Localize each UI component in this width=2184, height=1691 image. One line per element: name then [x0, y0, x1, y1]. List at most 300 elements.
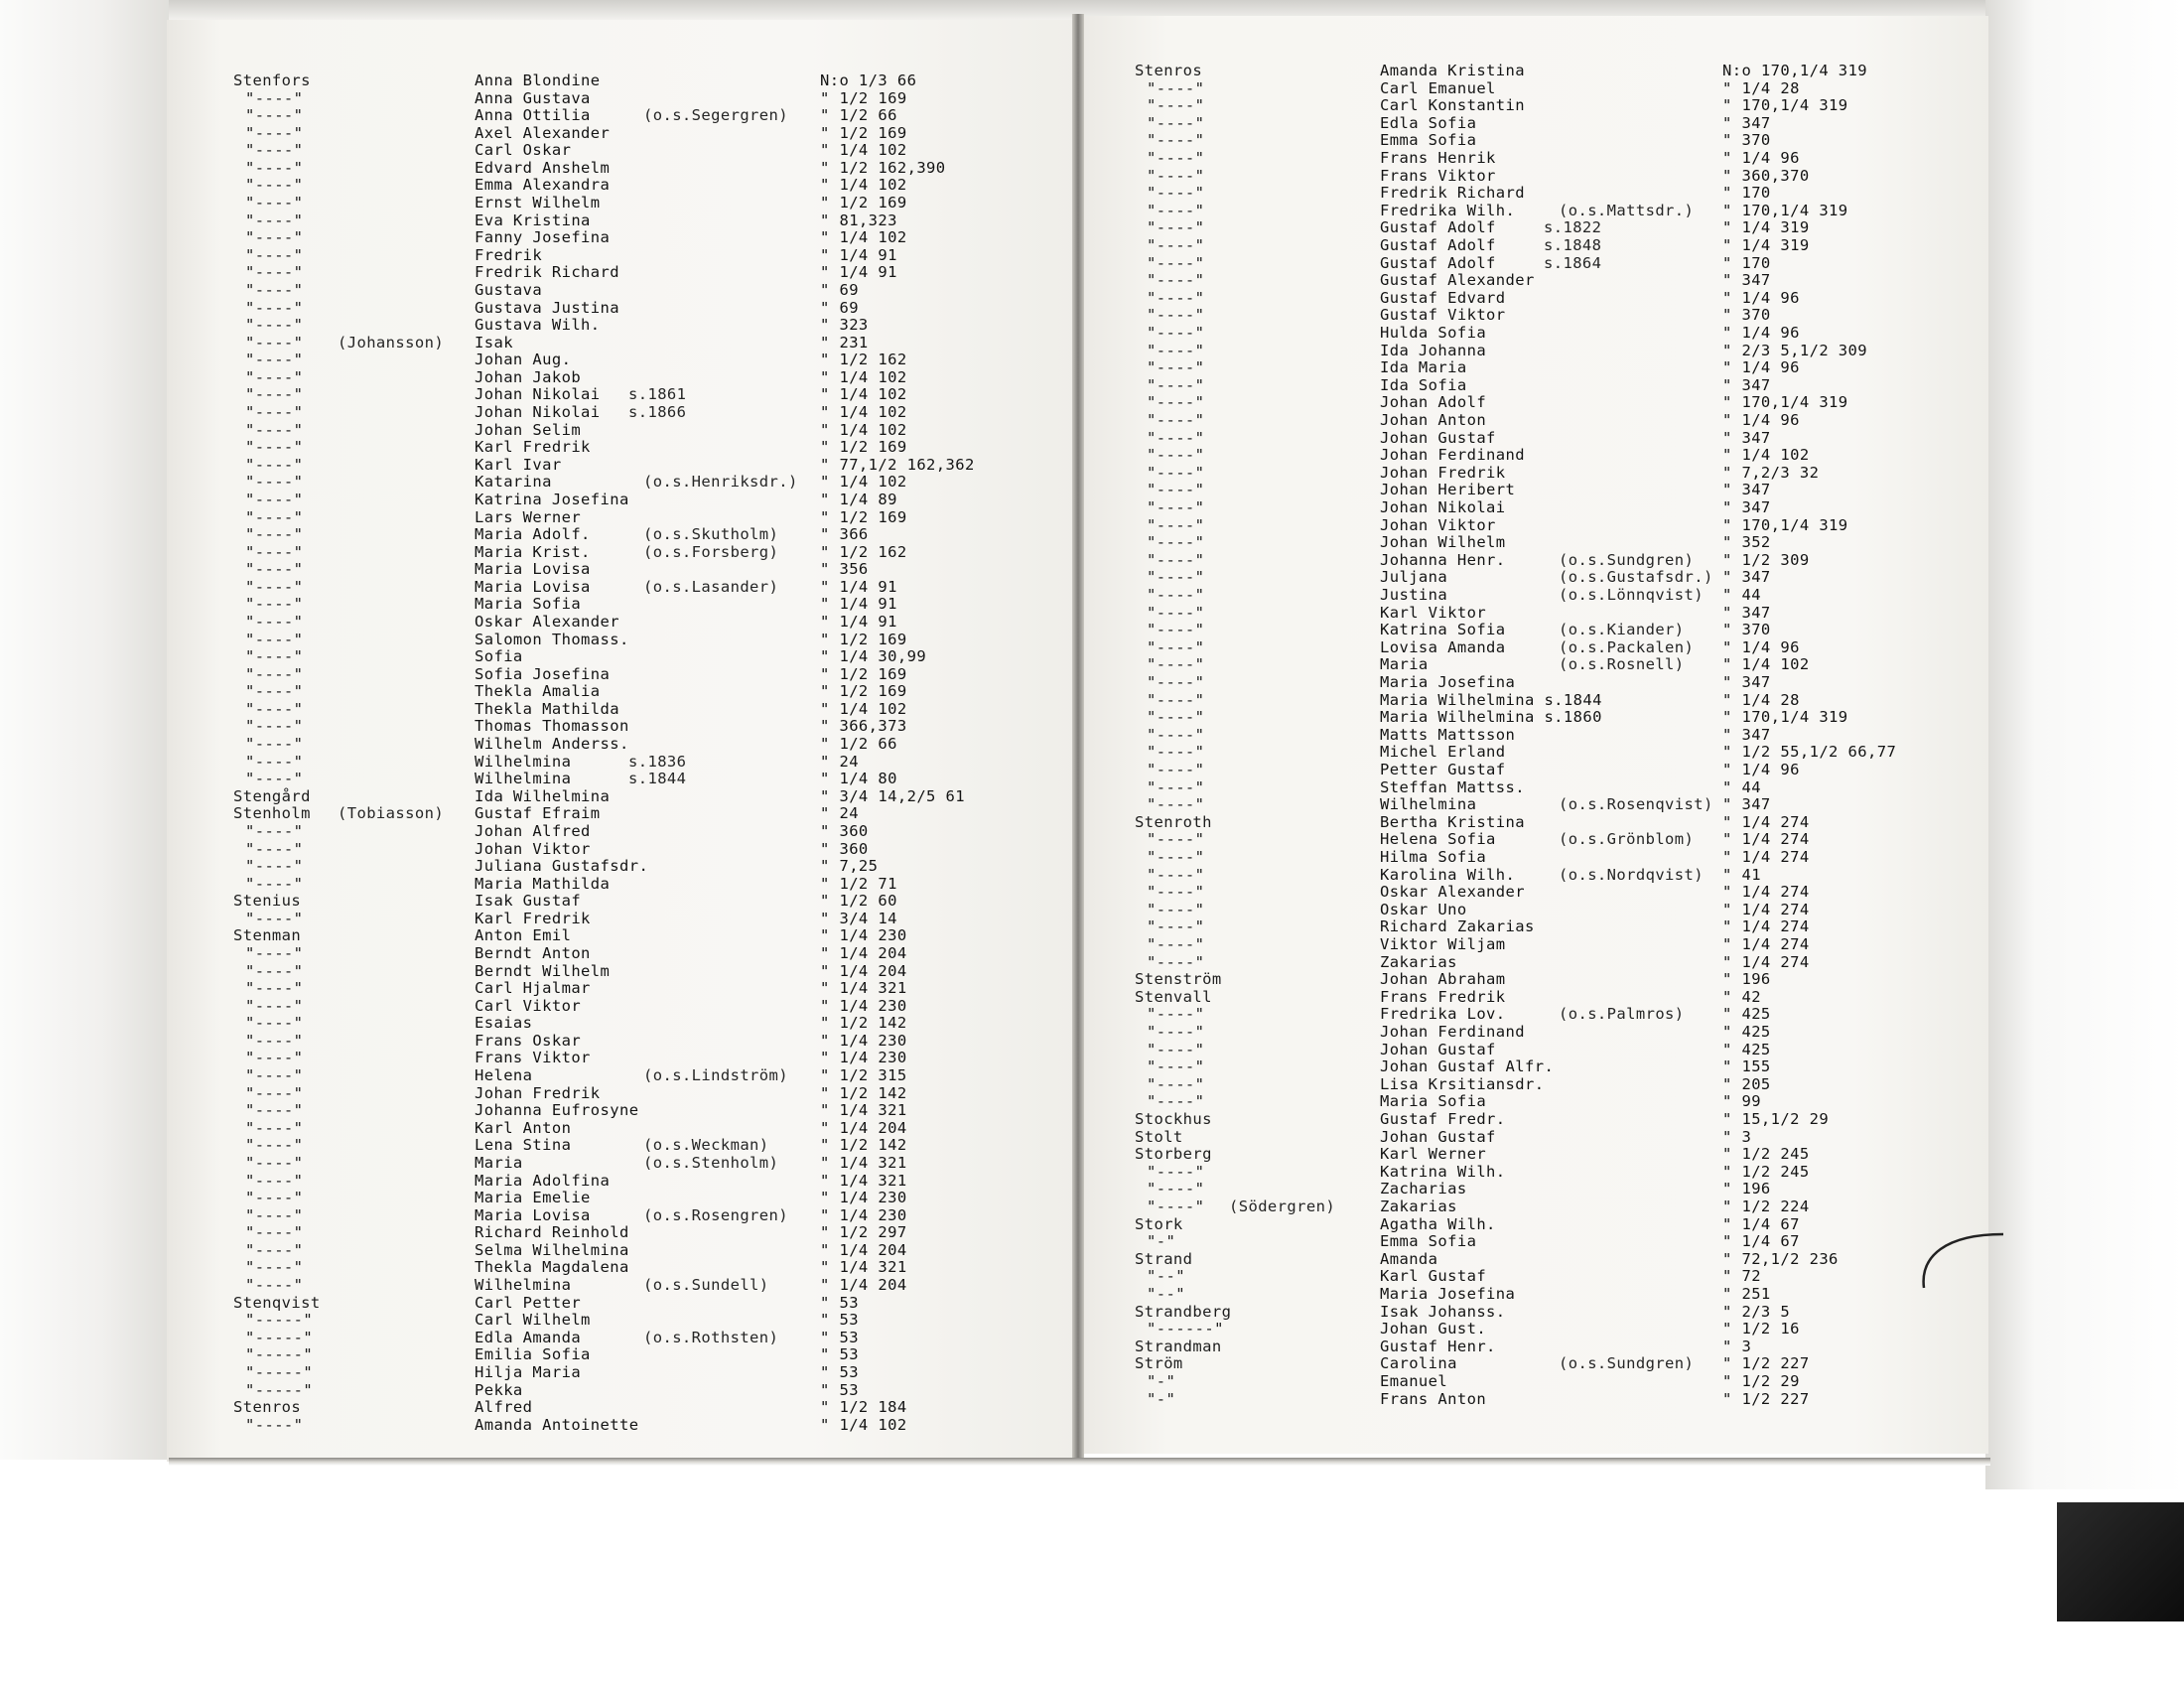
surname-cell: "----": [1147, 761, 1205, 778]
reference-cell: " 155: [1722, 1057, 1771, 1076]
surname-cell: "----": [1147, 236, 1205, 254]
surname-cell: "----": [1147, 288, 1205, 307]
given-name-cell: Emilia Sofia: [475, 1345, 591, 1364]
reference-cell: " 1/2 169: [820, 194, 907, 212]
surname-cell: Ström: [1135, 1354, 1183, 1373]
reference-cell: N:o 1/3 66: [820, 71, 917, 89]
reference-cell: " 2/3 5,1/2 309: [1722, 341, 1867, 359]
given-name-cell: Zacharias: [1380, 1180, 1467, 1198]
surname-cell: "----": [1147, 883, 1205, 902]
given-name-cell: Richard Reinhold: [475, 1223, 629, 1242]
reference-cell: " 15,1/2 29: [1722, 1110, 1830, 1128]
reference-cell: " 44: [1722, 586, 1761, 604]
surname-cell: "----": [1147, 253, 1205, 272]
surname-cell: "----": [1147, 1198, 1205, 1215]
given-name-cell: Steffan Mattss.: [1380, 777, 1525, 796]
reference-cell: " 1/4 230: [820, 1189, 907, 1207]
given-name-cell: Emma Sofia: [1380, 1232, 1477, 1251]
given-name-cell: Fanny Josefina: [475, 228, 611, 247]
reference-cell: " 3: [1722, 1337, 1752, 1355]
reference-cell: " 44: [1722, 777, 1761, 796]
surname-cell: "----": [1147, 1180, 1205, 1198]
given-name-cell: Thekla Magdalena: [475, 1258, 629, 1277]
given-name-cell: Johanna Eufrosyne: [475, 1101, 639, 1120]
reference-cell: " 1/4 96: [1722, 149, 1800, 167]
reference-cell: " 3/4 14: [820, 909, 897, 927]
reference-cell: " 347: [1722, 113, 1771, 132]
given-name-cell: Gustaf Adolf: [1380, 218, 1496, 237]
given-name-cell: Johan Gustaf: [1380, 428, 1496, 447]
given-name-cell: Oskar Alexander: [475, 612, 619, 631]
given-name-cell: Maria Adolfina: [475, 1171, 611, 1190]
surname-cell: "----": [245, 438, 304, 457]
surname-cell: Strand: [1135, 1249, 1193, 1268]
reference-cell: " 1/4 96: [1722, 761, 1800, 778]
surname-cell: "----": [245, 630, 304, 648]
reference-cell: " 1/4 80: [820, 770, 897, 788]
given-name-cell: Johan Gustaf Alfr.: [1380, 1057, 1555, 1076]
given-name-cell: Helena: [475, 1066, 533, 1085]
surname-cell: "----": [245, 1101, 304, 1120]
reference-cell: " 347: [1722, 375, 1771, 394]
reference-cell: " 366,373: [820, 717, 907, 736]
surname-cell: "----": [1147, 96, 1205, 115]
annotation-cell: (o.s.Lindström): [643, 1066, 788, 1085]
given-name-cell: Johan Viktor: [1380, 515, 1496, 534]
given-name-cell: Frans Anton: [1380, 1389, 1487, 1408]
given-name-cell: Fredrik: [475, 245, 543, 264]
given-name-cell: Lars Werner: [475, 507, 582, 526]
surname-cell: Storberg: [1135, 1145, 1212, 1164]
reference-cell: " 1/4 274: [1722, 935, 1810, 953]
reference-cell: " 347: [1722, 795, 1771, 814]
surname-cell: "----": [1147, 498, 1205, 516]
reference-cell: " 53: [820, 1328, 859, 1346]
given-name-cell: Katrina Josefina: [475, 490, 629, 508]
surname-cell: "----": [1147, 708, 1205, 727]
given-name-cell: Selma Wilhelmina: [475, 1240, 629, 1259]
reference-cell: " 1/4 30,99: [820, 647, 927, 666]
surname-cell: "----": [1147, 725, 1205, 744]
reference-cell: " 1/4 319: [1722, 236, 1810, 254]
reference-cell: " 1/4 321: [820, 1153, 907, 1172]
given-name-cell: Anton Emil: [475, 926, 572, 945]
reference-cell: " 425: [1722, 1005, 1771, 1024]
given-name-cell: Anna Gustava: [475, 88, 591, 107]
reference-cell: " 1/2 162: [820, 542, 907, 561]
surname-cell: "-----": [245, 1362, 314, 1381]
given-name-cell: Wilhelmina: [475, 770, 572, 788]
surname-cell: "----": [1147, 900, 1205, 918]
reference-cell: " 1/4 102: [820, 176, 907, 195]
surname-cell: "----": [245, 403, 304, 422]
given-name-cell: Lovisa Amanda: [1380, 637, 1506, 656]
given-name-cell: Maria Josefina: [1380, 673, 1516, 691]
given-name-cell: Sofia: [475, 647, 523, 666]
given-name-cell: Viktor Wiljam: [1380, 935, 1506, 953]
given-name-cell: Petter Gustaf: [1380, 761, 1506, 778]
reference-cell: " 356: [820, 560, 869, 579]
surname-cell: "----": [245, 263, 304, 282]
reference-cell: " 1/2 245: [1722, 1145, 1810, 1164]
surname-cell: "----": [245, 979, 304, 998]
annotation-cell: (o.s.Sundgren): [1559, 1354, 1695, 1373]
reference-cell: " 1/4 102: [820, 385, 907, 404]
maiden-note-cell: (Södergren): [1229, 1198, 1336, 1215]
given-name-cell: Thekla Mathilda: [475, 699, 619, 718]
surname-cell: "----": [245, 106, 304, 125]
reference-cell: " 1/4 67: [1722, 1232, 1800, 1251]
reference-cell: " 1/4 96: [1722, 358, 1800, 377]
surname-cell: "----": [245, 1014, 304, 1033]
given-name-cell: Johan Adolf: [1380, 393, 1487, 412]
reference-cell: " 370: [1722, 621, 1771, 639]
reference-cell: " 99: [1722, 1092, 1761, 1111]
surname-cell: Stenvall: [1135, 987, 1212, 1006]
reference-cell: " 1/2 169: [820, 682, 907, 701]
given-name-cell: Katrina Sofia: [1380, 621, 1506, 639]
surname-cell: "----": [1147, 952, 1205, 971]
reference-cell: " 53: [820, 1380, 859, 1399]
given-name-cell: Fredrika Wilh.: [1380, 201, 1516, 219]
reference-cell: " 1/4 204: [820, 1276, 907, 1295]
given-name-cell: Karl Ivar: [475, 455, 562, 474]
surname-cell: "----": [245, 1171, 304, 1190]
reference-cell: " 1/2 169: [820, 630, 907, 648]
given-name-cell: Gustaf Fredr.: [1380, 1110, 1506, 1128]
surname-cell: "----": [245, 385, 304, 404]
given-name-cell: Isak: [475, 333, 513, 352]
given-name-cell: Carl Viktor: [475, 996, 582, 1015]
reference-cell: N:o 170,1/4 319: [1722, 62, 1867, 79]
given-name-cell: Maria: [1380, 655, 1429, 674]
reference-cell: " 205: [1722, 1074, 1771, 1093]
reference-cell: " 2/3 5: [1722, 1302, 1791, 1321]
given-name-cell: Maria Sofia: [1380, 1092, 1487, 1111]
annotation-cell: (o.s.Packalen): [1559, 637, 1695, 656]
given-name-cell: Wilhelmina: [475, 1276, 572, 1295]
surname-cell: "----": [245, 909, 304, 927]
surname-cell: "----": [245, 298, 304, 317]
reference-cell: " 170,1/4 319: [1722, 515, 1848, 534]
surname-cell: "----": [245, 455, 304, 474]
given-name-cell: Maria Adolf.: [475, 525, 591, 544]
surname-cell: "----": [1147, 201, 1205, 219]
reference-cell: " 196: [1722, 970, 1771, 989]
surname-cell: "----": [245, 176, 304, 195]
annotation-cell: (o.s.Lönnqvist): [1559, 586, 1704, 604]
surname-cell: "----": [1147, 218, 1205, 237]
given-name-cell: Berndt Wilhelm: [475, 961, 611, 980]
given-name-cell: Thekla Amalia: [475, 682, 601, 701]
annotation-cell: (o.s.Lasander): [643, 577, 779, 596]
reference-cell: " 1/4 274: [1722, 883, 1810, 902]
maiden-note-cell: (Johansson): [338, 333, 445, 352]
surname-cell: "----": [245, 158, 304, 177]
reference-cell: " 360,370: [1722, 166, 1810, 185]
reference-cell: " 1/4 230: [820, 1049, 907, 1067]
surname-cell: Strandman: [1135, 1337, 1222, 1355]
surname-cell: "----": [1147, 1040, 1205, 1058]
given-name-cell: Salomon Thomass.: [475, 630, 629, 648]
reference-cell: " 1/4 102: [1722, 446, 1810, 465]
surname-cell: "----": [245, 1415, 304, 1434]
surname-cell: "----": [245, 245, 304, 264]
surname-cell: "--": [1147, 1267, 1185, 1286]
reference-cell: " 69: [820, 280, 859, 299]
given-name-cell: Katarina: [475, 473, 552, 492]
surname-cell: "-": [1147, 1232, 1176, 1251]
given-name-cell: Gustaf Henr.: [1380, 1337, 1496, 1355]
reference-cell: " 53: [820, 1362, 859, 1381]
surname-cell: Stenros: [1135, 62, 1203, 79]
reference-cell: " 1/2 142: [820, 1083, 907, 1102]
given-name-cell: Maria Krist.: [475, 542, 591, 561]
surname-cell: "----": [1147, 481, 1205, 499]
reference-cell: " 1/2 169: [820, 123, 907, 142]
reference-cell: " 53: [820, 1345, 859, 1364]
surname-cell: "----": [1147, 621, 1205, 639]
given-name-cell: Johan Nikolai: [475, 385, 601, 404]
surname-cell: Stenman: [233, 926, 302, 945]
given-name-cell: Thomas Thomasson: [475, 717, 629, 736]
surname-cell: "----": [1147, 306, 1205, 325]
surname-cell: "----": [245, 770, 304, 788]
surname-cell: "----": [245, 194, 304, 212]
reference-cell: " 1/4 28: [1722, 690, 1800, 709]
given-name-cell: Anna Ottilia: [475, 106, 591, 125]
right-page: [1077, 16, 1988, 1454]
surname-cell: "----": [245, 595, 304, 614]
surname-cell: "----": [245, 1066, 304, 1085]
reference-cell: " 1/2 315: [820, 1066, 907, 1085]
given-name-cell: Ida Maria: [1380, 358, 1467, 377]
given-name-cell: Johan Jakob: [475, 367, 582, 386]
surname-cell: "----": [1147, 533, 1205, 552]
maiden-note-cell: (Tobiasson): [338, 804, 445, 823]
reference-cell: " 1/2 227: [1722, 1389, 1810, 1408]
surname-cell: "----": [1147, 358, 1205, 377]
given-name-cell: Oskar Uno: [1380, 900, 1467, 918]
reference-cell: " 1/4 274: [1722, 917, 1810, 936]
surname-cell: "----": [1147, 446, 1205, 465]
surname-cell: "----": [245, 1153, 304, 1172]
surname-cell: "-----": [245, 1345, 314, 1364]
surname-cell: "----": [1147, 830, 1205, 849]
given-name-cell: Juliana Gustafsdr.: [475, 857, 649, 876]
reference-cell: " 81,323: [820, 211, 897, 229]
reference-cell: " 1/2 169: [820, 438, 907, 457]
given-name-cell: Johan Selim: [475, 420, 582, 439]
surname-cell: "----": [1147, 586, 1205, 604]
reference-cell: " 1/4 96: [1722, 411, 1800, 429]
reference-cell: " 1/4 321: [820, 1101, 907, 1120]
surname-cell: Stenroth: [1135, 812, 1212, 831]
given-name-cell: Gustava Justina: [475, 298, 619, 317]
reference-cell: " 1/4 230: [820, 1205, 907, 1224]
surname-cell: "----": [245, 1031, 304, 1050]
given-name-cell: Maria Wilhelmina s.1860: [1380, 708, 1602, 727]
given-name-cell: Karl Gustaf: [1380, 1267, 1487, 1286]
reference-cell: " 1/4 102: [820, 228, 907, 247]
surname-cell: "----": [245, 228, 304, 247]
given-name-cell: Karl Fredrik: [475, 438, 591, 457]
given-name-cell: Isak Gustaf: [475, 892, 582, 911]
given-name-cell: Gustaf Viktor: [1380, 306, 1506, 325]
annotation-cell: (o.s.Rosengren): [643, 1205, 788, 1224]
reference-cell: " 1/4 204: [820, 1118, 907, 1137]
annotation-cell: (o.s.Grönblom): [1559, 830, 1695, 849]
surname-cell: "----": [245, 735, 304, 754]
given-name-cell: Johan Abraham: [1380, 970, 1506, 989]
given-name-cell: Maria Sofia: [475, 595, 582, 614]
surname-cell: "----": [1147, 637, 1205, 656]
reference-cell: " 1/4 102: [820, 699, 907, 718]
reference-cell: " 170,1/4 319: [1722, 201, 1848, 219]
reference-cell: " 1/4 274: [1722, 900, 1810, 918]
surname-cell: "----": [245, 961, 304, 980]
surname-cell: "----": [245, 525, 304, 544]
surname-cell: "----": [1147, 1005, 1205, 1024]
surname-cell: "----": [245, 1189, 304, 1207]
given-name-cell: Emma Sofia: [1380, 131, 1477, 150]
given-name-cell: Karl Viktor: [1380, 603, 1487, 622]
given-name-cell: Zakarias: [1380, 1198, 1457, 1215]
surname-cell: "-": [1147, 1372, 1176, 1390]
reference-cell: " 170: [1722, 253, 1771, 272]
surname-cell: "-": [1147, 1389, 1176, 1408]
given-name-cell: Maria Lovisa: [475, 1205, 591, 1224]
given-name-cell: Eva Kristina: [475, 211, 591, 229]
reference-cell: " 1/4 230: [820, 996, 907, 1015]
annotation-cell: (o.s.Nordqvist): [1559, 865, 1704, 884]
given-name-cell: Alfred: [475, 1398, 533, 1417]
surname-cell: "----": [245, 944, 304, 962]
surname-cell: "----": [1147, 1074, 1205, 1093]
given-name-cell: Edla Amanda: [475, 1328, 582, 1346]
reference-cell: " 7,2/3 32: [1722, 463, 1820, 482]
surname-cell: Stenfors: [233, 71, 311, 89]
surname-cell: "----": [245, 1205, 304, 1224]
given-name-cell: Fredrik Richard: [1380, 184, 1525, 203]
surname-cell: "----": [245, 1223, 304, 1242]
given-name-cell: Michel Erland: [1380, 743, 1506, 762]
reference-cell: " 352: [1722, 533, 1771, 552]
surname-cell: "----": [1147, 271, 1205, 290]
page-bottom-shadow: [169, 1458, 1990, 1466]
given-name-cell: Isak Johanss.: [1380, 1302, 1506, 1321]
surname-cell: "----": [245, 333, 304, 352]
given-name-cell: Carl Emanuel: [1380, 78, 1496, 97]
surname-cell: "----": [245, 1136, 304, 1155]
given-name-cell: Agatha Wilh.: [1380, 1214, 1496, 1233]
surname-cell: "----": [245, 821, 304, 840]
given-name-cell: Carl Wilhelm: [475, 1311, 591, 1330]
given-name-cell: Sofia Josefina: [475, 664, 611, 683]
reference-cell: " 1/4 204: [820, 944, 907, 962]
surname-cell: "----": [1147, 411, 1205, 429]
given-name-cell: Gustaf Adolf: [1380, 236, 1496, 254]
given-name-cell: Maria Emelie: [475, 1189, 591, 1207]
surname-cell: "----": [245, 647, 304, 666]
given-name-cell: Johan Alfred: [475, 821, 591, 840]
given-name-cell: Gustaf Adolf: [1380, 253, 1496, 272]
surname-cell: "----": [245, 752, 304, 771]
reference-cell: " 425: [1722, 1023, 1771, 1041]
annotation-cell: (o.s.Segergren): [643, 106, 788, 125]
given-name-cell: Pekka: [475, 1380, 523, 1399]
annotation-cell: (o.s.Skutholm): [643, 525, 779, 544]
annotation-cell: (o.s.Rosnell): [1559, 655, 1685, 674]
reference-cell: " 1/2 66: [820, 106, 897, 125]
reference-cell: " 72: [1722, 1267, 1761, 1286]
surname-cell: "----": [1147, 550, 1205, 569]
reference-cell: " 1/4 91: [820, 595, 897, 614]
given-name-cell: Anna Blondine: [475, 71, 601, 89]
surname-cell: "----": [245, 420, 304, 439]
given-name-cell: Justina: [1380, 586, 1448, 604]
surname-cell: "----": [245, 490, 304, 508]
surname-cell: Stenius: [233, 892, 302, 911]
given-name-cell: Johan Gust.: [1380, 1320, 1487, 1339]
given-name-cell: Johanna Henr.: [1380, 550, 1506, 569]
given-name-cell: Fredrik Richard: [475, 263, 619, 282]
given-name-cell: Johan Fredrik: [475, 1083, 601, 1102]
reference-cell: " 347: [1722, 498, 1771, 516]
annotation-cell: s.1844: [628, 770, 687, 788]
surname-cell: "----": [1147, 795, 1205, 814]
annotation-cell: (o.s.Sundgren): [1559, 550, 1695, 569]
surname-cell: "----": [245, 473, 304, 492]
surname-cell: "----": [245, 316, 304, 335]
reference-cell: " 170: [1722, 184, 1771, 203]
reference-cell: " 1/4 89: [820, 490, 897, 508]
reference-cell: " 1/4 319: [1722, 218, 1810, 237]
given-name-cell: Carl Hjalmar: [475, 979, 591, 998]
surname-cell: "----": [1147, 341, 1205, 359]
reference-cell: " 1/4 321: [820, 979, 907, 998]
scan-left-margin: [0, 0, 169, 1460]
surname-cell: "----": [245, 682, 304, 701]
reference-cell: " 1/4 102: [820, 1415, 907, 1434]
given-name-cell: Frans Fredrik: [1380, 987, 1506, 1006]
reference-cell: " 1/2 169: [820, 88, 907, 107]
annotation-cell: (o.s.Weckman): [643, 1136, 769, 1155]
given-name-cell: Amanda: [1380, 1249, 1438, 1268]
given-name-cell: Karl Anton: [475, 1118, 572, 1137]
reference-cell: " 1/4 102: [820, 420, 907, 439]
given-name-cell: Johan Anton: [1380, 411, 1487, 429]
reference-cell: " 1/4 321: [820, 1171, 907, 1190]
surname-cell: "----": [1147, 1162, 1205, 1181]
annotation-cell: (o.s.Henriksdr.): [643, 473, 798, 492]
annotation-cell: s.1822: [1544, 218, 1602, 237]
given-name-cell: Wilhelmina: [475, 752, 572, 771]
given-name-cell: Bertha Kristina: [1380, 812, 1525, 831]
given-name-cell: Johan Aug.: [475, 351, 572, 369]
scan-right-margin: [1985, 0, 2184, 1489]
given-name-cell: Ida Johanna: [1380, 341, 1487, 359]
reference-cell: " 360: [820, 839, 869, 858]
given-name-cell: Karolina Wilh.: [1380, 865, 1516, 884]
surname-cell: Stork: [1135, 1214, 1183, 1233]
surname-cell: "----": [245, 1118, 304, 1137]
reference-cell: " 231: [820, 333, 869, 352]
annotation-cell: (o.s.Sundell): [643, 1276, 769, 1295]
scanner-corner: [2057, 1502, 2184, 1621]
given-name-cell: Emma Alexandra: [475, 176, 611, 195]
reference-cell: " 24: [820, 752, 859, 771]
